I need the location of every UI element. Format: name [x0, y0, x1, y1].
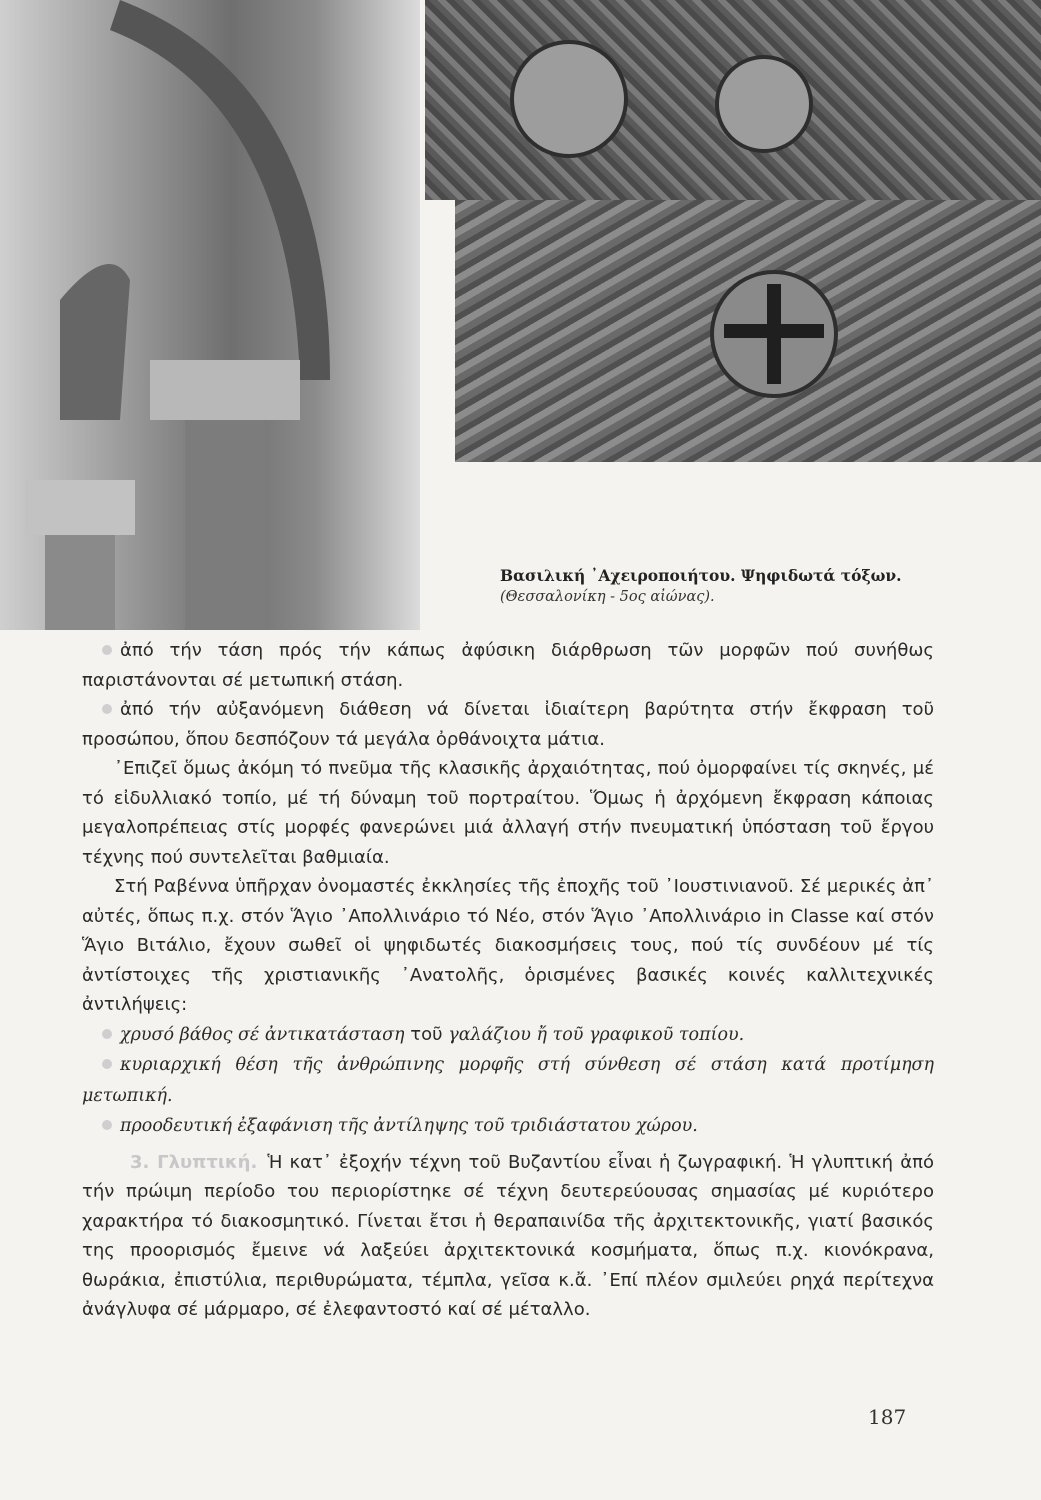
- cross-icon-bar: [724, 324, 824, 338]
- fruit-medallion: [715, 55, 813, 153]
- list-item: [82, 1111, 934, 1142]
- bullet-dot-icon: [102, 1120, 112, 1130]
- list-item-text-plain: τοῦ: [404, 1023, 449, 1045]
- bullet-dot-icon: [102, 645, 112, 655]
- bullet-paragraph: [82, 636, 934, 695]
- photo-mosaic-bottom: [455, 200, 1041, 462]
- arch-mosaic: [110, 0, 330, 380]
- page-number: 187: [868, 1405, 907, 1429]
- bullet-text: ἀπό τήν τάση πρός τήν κάπως ἀφύσικη διάρθρωση τῶν μορφῶν πού συνήθως παριστάνονται σέ μετωπική στάση.: [82, 640, 934, 691]
- paragraph: ᾿Επιζεῖ ὅμως ἀκόμη τό πνεῦμα τῆς κλασικῆς ἀρχαιότητας, πού ὀμορφαίνει τίς σκηνές, μέ τό εἰδυλλιακό τοπίο, μέ τή δύναμη τοῦ πορτραίτου. Ὅμως ἡ ἀρχόμενη ἔκφραση κάποιας μεγαλοπρέπειας στίς μορφές φανερώνει μιά ἀλλαγή στήν πνευματική ὑπόσταση τοῦ ἔργου τέχνης πού συντελεῖται βαθμιαία.: [82, 758, 934, 868]
- body-text: [82, 636, 934, 1325]
- figure-caption: [500, 566, 920, 605]
- section-heading: 3. Γλυπτική.: [130, 1151, 258, 1173]
- bullet-dot-icon: [102, 704, 112, 714]
- bullet-text: ἀπό τήν αὐξανόμενη διάθεση νά δίνεται ἰδιαίτερη βαρύτητα στήν ἔκφραση τοῦ προσώπου, ὅπου δεσπόζουν τά μεγάλα ὀρθάνοιχτα μάτια.: [82, 699, 934, 750]
- paragraph: Στή Ραβέννα ὑπῆρχαν ὀνομαστές ἐκκλησίες τῆς ἐποχῆς τοῦ ᾿Ιουστινιανοῦ. Σέ μερικές ἀπ᾿ αὐτές, ὅπως π.χ. στόν Ἅγιο ᾿Απολλινάριο τό Νέο, στόν Ἅγιο ᾿Απολλινάριο in Classe καί στόν Ἅγιο Βιτάλιο, ἔχουν σωθεῖ οἱ ψηφιδωτές διακοσμήσεις τους, πού τίς συνδέουν μέ τίς ἀντίστοιχες τῆς χριστιανικῆς ᾿Ανατολῆς, ὁρισμένες βασικές κοινές καλλιτεχνικές ἀντιλήψεις:: [82, 876, 934, 1015]
- caption-title: Βασιλική ᾿Αχειροποιήτου. Ψηφιδωτά τόξων.: [500, 566, 902, 585]
- list-item: [82, 1020, 934, 1051]
- section-paragraph: [82, 1148, 934, 1325]
- column-capital: [150, 360, 300, 420]
- list-item-text: χρυσό βάθος σέ ἀντικατάσταση: [120, 1024, 405, 1045]
- column-shaft-left: [45, 520, 115, 630]
- section-text: Ἡ κατ᾿ ἐξοχήν τέχνη τοῦ Βυζαντίου εἶναι ἡ ζωγραφική. Ἡ γλυπτική ἀπό τήν πρώιμη περίοδο του περιορίστηκε σέ τέχνη δευτερεύουσας σημασίας μέ κυριότερο χαρακτήρα τό διακοσμητικό. Γίνεται ἔτσι ἡ θεραπαινίδα τῆς ἀρχιτεκτονικῆς, γιατί βασικός της προορισμός ἔμεινε νά λαξεύει ἀρχιτεκτονικά κοσμήματα, ὅπως π.χ. κιονόκρανα, θωράκια, ἐπιστύλια, περιθυρώματα, τέμπλα, γεῖσα κ.ἄ. ᾿Επί πλέον σμιλεύει ρηχά περίτεχνα ἀνάγλυφα σέ μάρμαρο, σέ ἐλεφαντοστό καί σέ μέταλλο.: [82, 1151, 935, 1320]
- list-item-text: προοδευτική ἐξαφάνιση τῆς ἀντίληψης τοῦ τριδιάστατου χώρου.: [120, 1116, 698, 1136]
- photo-mosaic-top: [425, 0, 1041, 200]
- caption-subtitle: (Θεσσαλονίκη - 5ος αἰώνας).: [500, 589, 715, 605]
- list-item-text: κυριαρχική θέση τῆς ἀνθρώπινης μορφῆς στή σύνθεση σέ στάση κατά προτίμηση μετωπική.: [82, 1055, 934, 1106]
- bullet-dot-icon: [102, 1059, 112, 1069]
- photo-arch-columns: [0, 0, 420, 630]
- bullet-dot-icon: [102, 1029, 112, 1039]
- column-capital-left: [25, 480, 135, 535]
- list-item: [82, 1050, 934, 1111]
- list-item-text-end: γαλάζιου ἤ τοῦ γραφικοῦ τοπίου.: [448, 1024, 745, 1045]
- arch-mosaic-left: [60, 264, 130, 420]
- cross-medallion: [710, 270, 838, 398]
- bullet-paragraph: [82, 695, 934, 754]
- photo-arch-columns-drawing: [0, 0, 420, 630]
- wheel-medallion: [510, 40, 628, 158]
